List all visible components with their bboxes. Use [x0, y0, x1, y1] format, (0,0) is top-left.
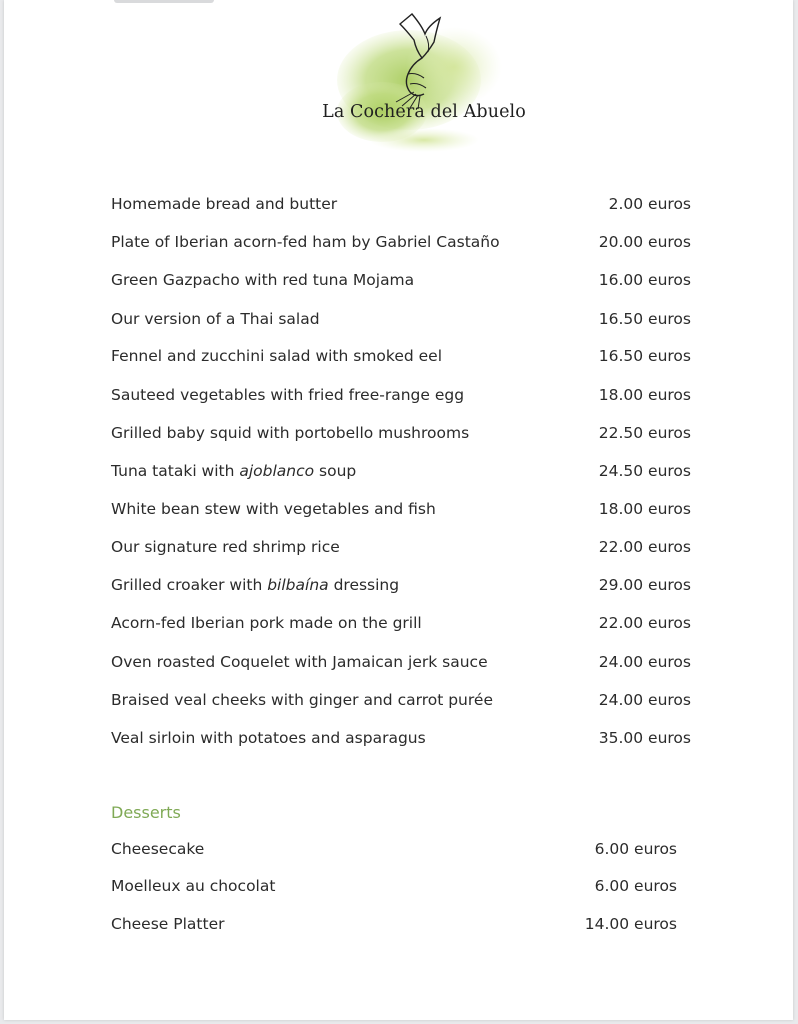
menu-item — [111, 230, 691, 254]
menu-item-price: 20.00 euros — [598, 233, 691, 251]
menu-item-name: White bean stew with vegetables and fish — [111, 500, 436, 518]
page-tab-decoration — [114, 0, 214, 3]
menu-item-price: 18.00 euros — [598, 500, 691, 518]
menu-item — [111, 573, 691, 597]
menu-item — [111, 688, 691, 712]
menu-item-price: 24.00 euros — [598, 691, 691, 709]
menu-item-price: 35.00 euros — [598, 729, 691, 747]
menu-item — [111, 383, 691, 407]
menu-item — [111, 611, 691, 635]
menu-item-price: 16.00 euros — [598, 271, 691, 289]
menu-item-name-part: soup — [314, 462, 357, 480]
menu-item-name-part: dressing — [328, 576, 400, 594]
menu-item-name-part: Tuna tataki with — [111, 462, 240, 480]
dessert-item-name: Cheese Platter — [111, 915, 225, 933]
menu-item-price: 29.00 euros — [598, 576, 691, 594]
menu-item-price: 16.50 euros — [598, 347, 691, 365]
dessert-item-name: Moelleux au chocolat — [111, 877, 276, 895]
menu-item-name-italic: ajoblanco — [239, 462, 315, 480]
menu-item-price: 18.00 euros — [598, 386, 691, 404]
dessert-item — [111, 912, 677, 936]
menu-item-name: Braised veal cheeks with ginger and carrot purée — [111, 691, 493, 709]
menu-item-name — [111, 573, 399, 597]
menu-item — [111, 459, 691, 483]
menu-item-name: Grilled baby squid with portobello mushrooms — [111, 424, 470, 442]
menu-item-name: Plate of Iberian acorn-fed ham by Gabriel Castaño — [111, 233, 500, 251]
menu-item-price: 22.50 euros — [598, 424, 691, 442]
menu-item-name: Our signature red shrimp rice — [111, 538, 340, 556]
menu-item — [111, 268, 691, 292]
dessert-item-price: 14.00 euros — [584, 915, 677, 933]
menu-item — [111, 497, 691, 521]
menu-item — [111, 650, 691, 674]
green-watercolor-icon — [304, 12, 544, 157]
menu-item — [111, 535, 691, 559]
menu-item-name-part: Grilled croaker with — [111, 576, 268, 594]
menu-item-name-italic: bilbaína — [267, 576, 329, 594]
menu-item — [111, 344, 691, 368]
dessert-item-price: 6.00 euros — [594, 840, 677, 858]
menu-item-name — [111, 459, 356, 483]
menu-item-price: 2.00 euros — [608, 195, 691, 213]
desserts-heading: Desserts — [111, 803, 181, 822]
menu-item-price: 22.00 euros — [598, 614, 691, 632]
restaurant-logo — [304, 12, 544, 157]
menu-item — [111, 726, 691, 750]
menu-item-name: Oven roasted Coquelet with Jamaican jerk sauce — [111, 653, 488, 671]
menu-item-name: Homemade bread and butter — [111, 195, 338, 213]
menu-item-price: 24.50 euros — [598, 462, 691, 480]
dessert-item — [111, 874, 677, 898]
menu-item-name: Green Gazpacho with red tuna Mojama — [111, 271, 415, 289]
menu-item-name: Veal sirloin with potatoes and asparagus — [111, 729, 426, 747]
menu-page — [4, 0, 793, 1020]
menu-item — [111, 307, 691, 331]
restaurant-name: La Cochera del Abuelo — [322, 102, 526, 122]
menu-item-price: 22.00 euros — [598, 538, 691, 556]
dessert-item-name: Cheesecake — [111, 840, 205, 858]
menu-item — [111, 421, 691, 445]
dessert-item — [111, 837, 677, 861]
menu-item-name: Our version of a Thai salad — [111, 310, 320, 328]
menu-item-name: Acorn-fed Iberian pork made on the grill — [111, 614, 422, 632]
menu-item-price: 24.00 euros — [598, 653, 691, 671]
menu-item-name: Fennel and zucchini salad with smoked eel — [111, 347, 443, 365]
menu-item-name: Sauteed vegetables with fried free-range egg — [111, 386, 465, 404]
dessert-item-price: 6.00 euros — [594, 877, 677, 895]
menu-item-price: 16.50 euros — [598, 310, 691, 328]
menu-item — [111, 192, 691, 216]
